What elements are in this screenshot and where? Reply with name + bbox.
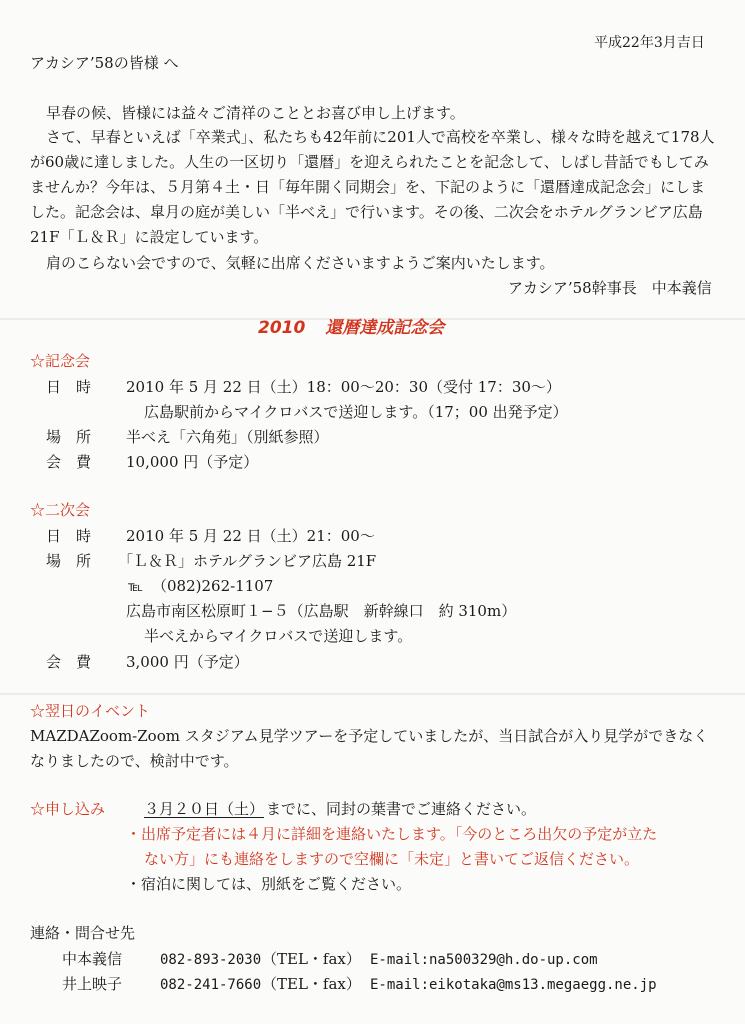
body-line: した。記念会は、皐月の庭が美しい「半べえ」で行います。その後、二次会をホテルグランビア広島 [30,203,703,221]
contact-name: 中本義信 [62,950,123,968]
body-line: ませんか？今年は、５月第４土・日「毎年開く同期会」を、下記のように「還暦達成記念会」にしま [30,178,706,196]
kinenkai-fee-label: 会 費 [46,453,92,471]
nijikai-datetime-label: 日 時 [46,527,92,545]
contact-phone: 082-893-2030 [160,952,262,968]
application-deadline: ３月２０日（土） [144,800,265,818]
nijikai-place-value: 「Ｌ＆Ｒ」ホテルグランビア広島 21F [118,552,377,570]
letter-date: 平成22年3月吉日 [594,35,705,51]
application-deadline-rest: までに、同封の葉書でご連絡ください。 [266,800,537,818]
signature: アカシア’58幹事長 中本義信 [508,279,712,297]
nijikai-tel: （082)262-1107 [152,577,274,595]
application-note: ・宿泊に関しては、別紙をご覧ください。 [126,875,412,893]
kinenkai-datetime-note: 広島駅前からマイクロバスで送迎します。（17；00 出発予定） [144,403,568,421]
nijikai-datetime-value: 2010 年 5 月 22 日（土）21：00～ [126,527,375,545]
application-note: ・出席予定者には４月に詳細を連絡いたします。「今のところ出欠の予定が立た [126,825,658,843]
contact-phone: 082-241-7660 [160,977,262,993]
nijikai-fee-label: 会 費 [46,653,92,671]
contact-email: E-mail:eikotaka@ms13.megaegg.ne.jp [370,977,657,993]
contacts-heading: 連絡・問合せ先 [30,924,136,942]
body-line: 早春の候、皆様には益々ご清祥のこととお喜び申し上げます。 [46,104,465,122]
phone-icon: ℡ [128,579,144,595]
kinenkai-heading: ☆記念会 [30,352,91,370]
body-line: 肩のこらない会ですので、気軽に出席くださいますようご案内いたします。 [46,254,555,272]
kinenkai-datetime-label: 日 時 [46,378,92,396]
application-note: ない方」にも連絡をしますので空欄に「未定」と書いてご返信ください。 [144,850,640,868]
kinenkai-place-value: 半べえ「六角苑」（別紙参照） [126,428,329,446]
kinenkai-fee-value: 10,000 円（予定） [126,453,259,471]
body-line: 21F「Ｌ＆Ｒ」に設定しています。 [30,228,269,246]
contact-name: 井上映子 [62,975,123,993]
body-line: が60歳に達しました。人生の一区切り「還暦」を迎えられたことを記念して、しばし昔話でもしてみ [30,153,709,171]
contact-phone-type: （TEL・fax） [262,950,361,968]
fold-line [0,693,745,695]
contact-email: E-mail:na500329@h.do-up.com [370,952,598,968]
nijikai-address: 広島市南区松原町１−５（広島駅 新幹線口 約 310m） [126,602,517,620]
next-day-line: MAZDAZoom-Zoom スタジアム見学ツアーを予定していましたが、当日試合が入り見学ができなく [30,727,709,745]
nijikai-place-label: 場 所 [46,552,92,570]
nijikai-fee-value: 3,000 円（予定） [126,653,249,671]
addressee: アカシア’58の皆様 へ [30,54,179,72]
kinenkai-datetime-value: 2010 年 5 月 22 日（土）18：00～20：30（受付 17：30～） [126,378,561,396]
nijikai-shuttle: 半べえからマイクロバスで送迎します。 [144,627,413,645]
nijikai-heading: ☆二次会 [30,501,91,519]
body-line: さて、早春といえば「卒業式」、私たちも42年前に201人で高校を卒業し、様々な時を越えて178人 [46,128,715,146]
next-day-line: なりましたので、検討中です。 [30,752,239,770]
application-heading: ☆申し込み [30,800,106,818]
event-title: 2010 還暦達成記念会 [258,318,445,338]
contact-phone-type: （TEL・fax） [262,975,361,993]
next-day-heading: ☆翌日のイベント [30,702,151,720]
kinenkai-place-label: 場 所 [46,428,92,446]
